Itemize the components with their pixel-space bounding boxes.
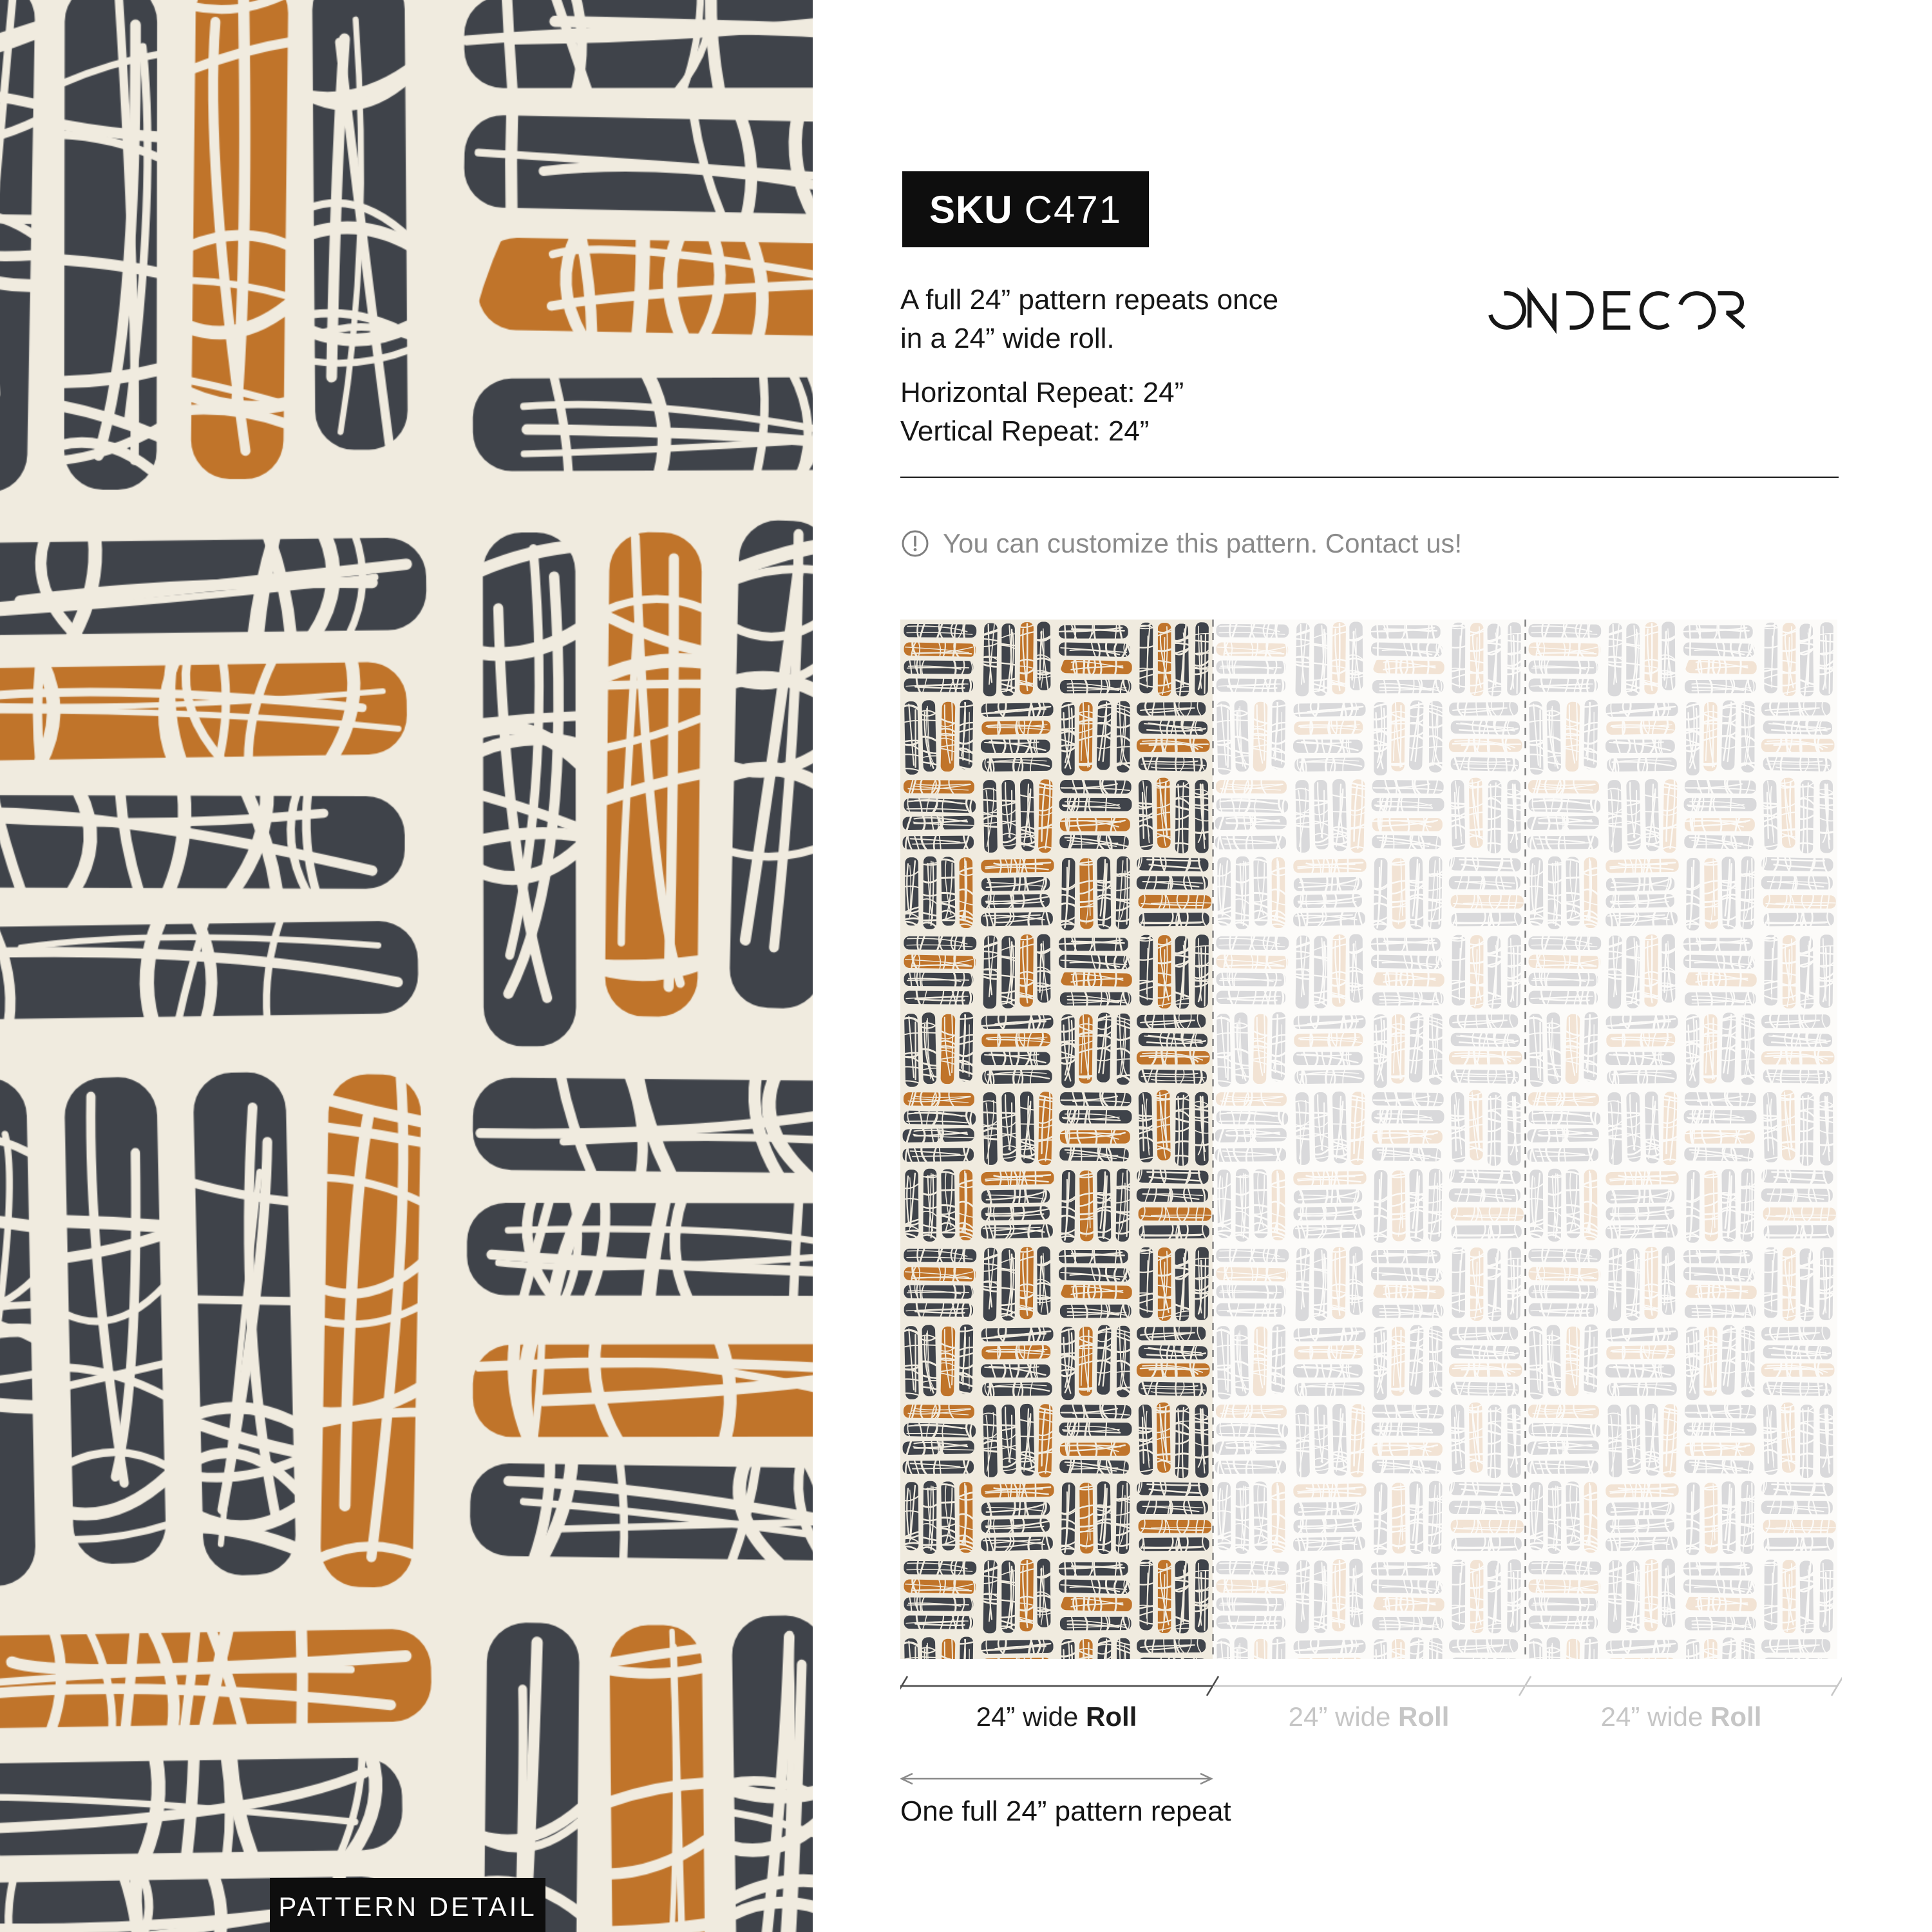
roll-1-artwork (900, 620, 1213, 1659)
divider-rule (900, 477, 1839, 478)
customize-note-row (900, 528, 1462, 559)
repeat-specs (900, 374, 1609, 451)
roll-3-label (1525, 1701, 1837, 1732)
roll-3-size: 24” wide (1600, 1701, 1703, 1732)
roll-3-width-line (1526, 1676, 1842, 1696)
vertical-repeat: Vertical Repeat: 24” (900, 415, 1150, 447)
pattern-detail-badge (270, 1878, 545, 1932)
info-circle-icon (900, 529, 930, 558)
roll-1-type: Roll (1086, 1701, 1137, 1732)
roll-3-type: Roll (1710, 1701, 1762, 1732)
pattern-repeat-arrow (902, 1774, 1211, 1784)
brand-logo-glyphs (1490, 293, 1744, 327)
sku-label: SKU (929, 187, 1013, 231)
roll-2-width-line (1214, 1676, 1531, 1696)
sku-badge (902, 171, 1149, 247)
roll-1-size: 24” wide (976, 1701, 1079, 1732)
roll-diagram (900, 620, 1837, 1659)
pattern-detail-panel (0, 0, 813, 1932)
sku-value: C471 (1024, 187, 1122, 231)
roll-2-size: 24” wide (1288, 1701, 1391, 1732)
roll-1-width-line (900, 1676, 1218, 1696)
repeat-caption: One full 24” pattern repeat (900, 1795, 1231, 1827)
pattern-detail-label: PATTERN DETAIL (278, 1891, 537, 1922)
repeat-description-line2: in a 24” wide roll. (900, 323, 1115, 354)
roll-1-label (900, 1701, 1213, 1732)
roll-2-label (1213, 1701, 1525, 1732)
roll-2-type: Roll (1398, 1701, 1450, 1732)
repeat-description-line1: A full 24” pattern repeats once (900, 284, 1279, 316)
brand-logo (1488, 281, 1749, 340)
horizontal-repeat: Horizontal Repeat: 24” (900, 377, 1184, 408)
customize-note-text: You can customize this pattern. Contact us! (943, 528, 1463, 558)
pattern-detail-artwork (0, 0, 813, 1932)
